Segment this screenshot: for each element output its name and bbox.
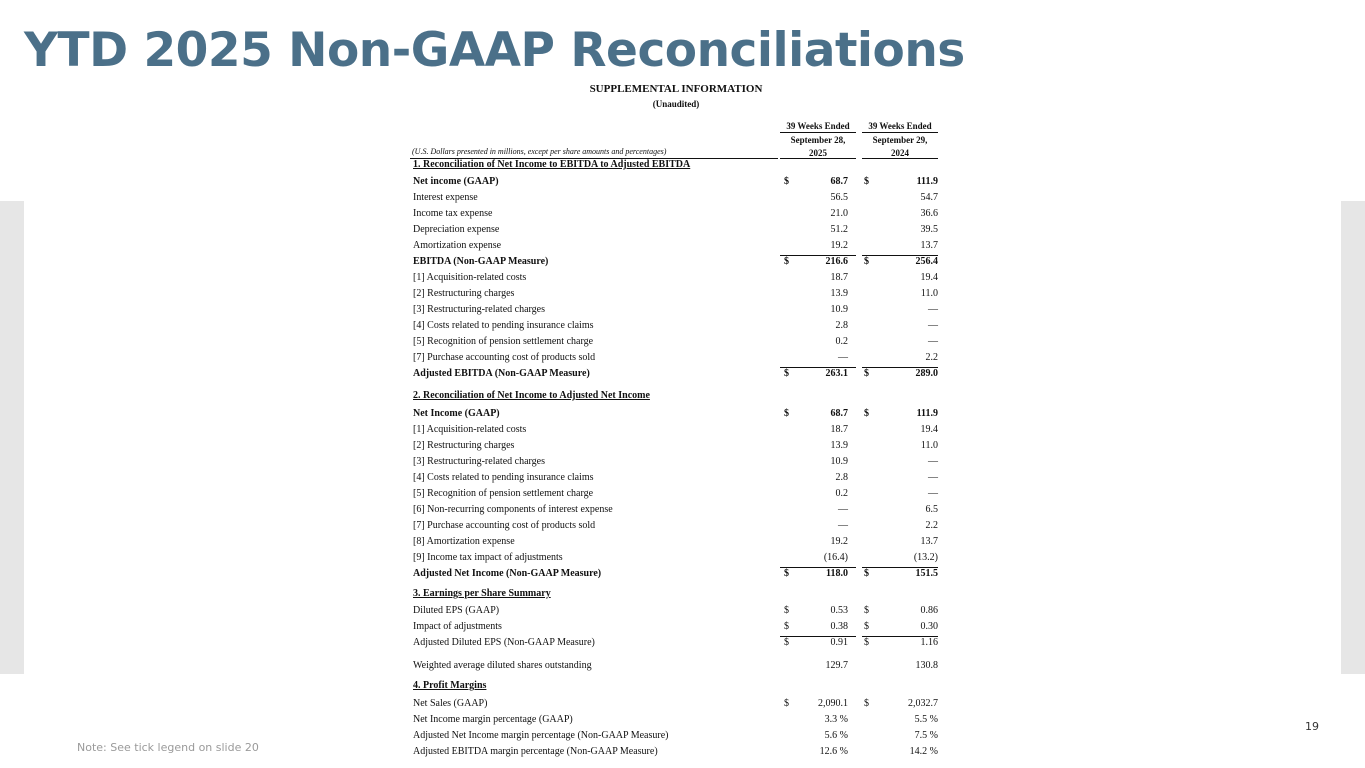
section-heading: 2. Reconciliation of Net Income to Adjusted Net Income: [413, 390, 650, 401]
table-row: [410, 566, 942, 582]
value-2024: 36.6: [920, 208, 938, 219]
table-row: [410, 174, 942, 190]
dollar-sign-2024: $: [864, 176, 869, 187]
row-label: [7] Purchase accounting cost of products sold: [413, 520, 596, 531]
value-2025: 10.9: [830, 456, 848, 467]
value-2025: (16.4): [823, 552, 848, 563]
row-label: [7] Purchase accounting cost of products sold: [413, 352, 596, 363]
right-side-band: [1341, 201, 1365, 674]
value-2025: —: [838, 504, 848, 515]
subtotal-rule: [780, 255, 856, 256]
header-rule: [862, 158, 938, 159]
table-row: [410, 222, 942, 238]
value-2025: 68.7: [830, 176, 848, 187]
table-row: [410, 254, 942, 270]
row-label: [3] Restructuring-related charges: [413, 456, 545, 467]
table-row: [410, 334, 942, 350]
value-2024: 2.2: [925, 520, 938, 531]
column-header-2024: [862, 120, 938, 132]
value-2025: 0.38: [830, 621, 848, 632]
footnote: Note: See tick legend on slide 20: [77, 741, 259, 754]
value-2025: 0.2: [835, 336, 848, 347]
table-row: [410, 534, 942, 550]
column-header-rule: [780, 132, 856, 133]
row-label: [8] Amortization expense: [413, 536, 515, 547]
value-2025: 21.0: [830, 208, 848, 219]
row-label: Amortization expense: [413, 240, 502, 251]
value-2024: —: [928, 456, 938, 467]
subtotal-rule: [862, 636, 938, 637]
table-row: [410, 550, 942, 566]
value-2025: 118.0: [826, 568, 848, 579]
value-2024: 54.7: [920, 192, 938, 203]
subtotal-rule: [780, 367, 856, 368]
row-label: [2] Restructuring charges: [413, 440, 515, 451]
dollar-sign-2025: $: [784, 408, 789, 419]
value-2025: 18.7: [830, 424, 848, 435]
value-2024: 14.2 %: [909, 746, 938, 757]
value-2024: —: [928, 304, 938, 315]
value-2025: 129.7: [825, 660, 848, 671]
value-2025: 3.3 %: [824, 714, 848, 725]
column-2025-line1: 39 Weeks Ended: [786, 121, 850, 131]
value-2025: 10.9: [830, 304, 848, 315]
document-title: SUPPLEMENTAL INFORMATION: [589, 83, 763, 95]
row-label: Impact of adjustments: [413, 621, 502, 632]
table-row: [410, 744, 942, 760]
value-2024: 19.4: [920, 424, 938, 435]
table-row: [410, 470, 942, 486]
value-2024: —: [928, 472, 938, 483]
section-heading: 1. Reconciliation of Net Income to EBITDA to Adjusted EBITDA: [413, 159, 691, 170]
value-2024: 0.86: [920, 605, 938, 616]
table-row: [410, 486, 942, 502]
slide-title: YTD 2025 Non-GAAP Reconciliations: [24, 23, 965, 78]
value-2024: 39.5: [920, 224, 938, 235]
dollar-sign-2024: $: [864, 256, 869, 267]
table-row: [410, 406, 942, 422]
dollar-sign-2025: $: [784, 176, 789, 187]
row-label: [4] Costs related to pending insurance claims: [413, 320, 594, 331]
column-header-2025: [780, 120, 856, 132]
table-row: [410, 366, 942, 382]
value-2025: 5.6 %: [824, 730, 848, 741]
value-2024: 256.4: [915, 256, 938, 267]
value-2025: 19.2: [830, 536, 848, 547]
row-label: Adjusted Diluted EPS (Non-GAAP Measure): [413, 637, 595, 648]
row-label: Income tax expense: [413, 208, 493, 219]
dollar-sign-2024: $: [864, 568, 869, 579]
subtotal-rule: [862, 255, 938, 256]
dollar-sign-2024: $: [864, 408, 869, 419]
document-subtitle: (Unaudited): [652, 99, 700, 109]
value-2024: —: [928, 488, 938, 499]
row-label: Net income (GAAP): [413, 176, 499, 187]
table-row: [410, 518, 942, 534]
subtotal-rule: [780, 636, 856, 637]
value-2025: 56.5: [830, 192, 848, 203]
dollar-sign-2024: $: [864, 605, 869, 616]
table-row: [410, 658, 942, 674]
row-label: Depreciation expense: [413, 224, 500, 235]
row-label: Weighted average diluted shares outstanding: [413, 660, 592, 671]
column-2025-line3: 2025: [809, 148, 827, 158]
table-row: [410, 206, 942, 222]
row-label: Adjusted EBITDA (Non-GAAP Measure): [413, 368, 590, 379]
table-row: [410, 502, 942, 518]
table-row: [410, 635, 942, 651]
row-label: [1] Acquisition-related costs: [413, 272, 527, 283]
column-2025-line2: September 28,: [790, 135, 846, 145]
value-2024: 1.16: [920, 637, 938, 648]
row-label: Net Sales (GAAP): [413, 698, 488, 709]
value-2024: 13.7: [920, 536, 938, 547]
row-label: [5] Recognition of pension settlement charge: [413, 488, 594, 499]
column-2024-line2: September 29,: [872, 135, 928, 145]
page-number: 19: [1305, 720, 1319, 733]
row-label: [3] Restructuring-related charges: [413, 304, 545, 315]
table-row: [410, 603, 942, 619]
row-label: Adjusted Net Income (Non-GAAP Measure): [413, 568, 602, 579]
row-label: [9] Income tax impact of adjustments: [413, 552, 563, 563]
table-row: [410, 422, 942, 438]
table-row: [410, 712, 942, 728]
value-2024: 19.4: [920, 272, 938, 283]
row-label: Net Income (GAAP): [413, 408, 500, 419]
value-2024: 289.0: [915, 368, 938, 379]
table-row: [410, 302, 942, 318]
value-2025: —: [838, 520, 848, 531]
table-row: [410, 286, 942, 302]
value-2024: 151.5: [915, 568, 938, 579]
row-label: Diluted EPS (GAAP): [413, 605, 500, 616]
value-2024: 0.30: [920, 621, 938, 632]
units-note: (U.S. Dollars presented in millions, except per share amounts and percentages): [412, 147, 667, 156]
value-2025: 19.2: [830, 240, 848, 251]
dollar-sign-2024: $: [864, 698, 869, 709]
value-2024: —: [928, 336, 938, 347]
value-2025: 68.7: [830, 408, 848, 419]
dollar-sign-2025: $: [784, 637, 789, 648]
value-2024: 111.9: [916, 176, 938, 187]
column-2024-line1: 39 Weeks Ended: [868, 121, 932, 131]
column-2024-line3: 2024: [891, 148, 909, 158]
table-row: [410, 438, 942, 454]
value-2025: 18.7: [830, 272, 848, 283]
row-label: [6] Non-recurring components of interest expense: [413, 504, 613, 515]
value-2025: 216.6: [825, 256, 848, 267]
value-2024: 6.5: [925, 504, 938, 515]
dollar-sign-2024: $: [864, 637, 869, 648]
table-row: [410, 350, 942, 366]
value-2025: 2.8: [835, 472, 848, 483]
column-header-rule: [862, 132, 938, 133]
dollar-sign-2024: $: [864, 621, 869, 632]
value-2024: 111.9: [916, 408, 938, 419]
value-2025: 2,090.1: [818, 698, 848, 709]
value-2024: 11.0: [920, 440, 938, 451]
table-row: [410, 318, 942, 334]
value-2025: 0.2: [835, 488, 848, 499]
value-2024: 2,032.7: [908, 698, 938, 709]
dollar-sign-2025: $: [784, 568, 789, 579]
table-row: [410, 696, 942, 712]
header-rule: [780, 158, 856, 159]
table-row: [410, 270, 942, 286]
row-label: [1] Acquisition-related costs: [413, 424, 527, 435]
value-2025: 51.2: [830, 224, 848, 235]
dollar-sign-2025: $: [784, 256, 789, 267]
row-label: Adjusted EBITDA margin percentage (Non-GAAP Measure): [413, 746, 658, 757]
value-2025: 13.9: [830, 440, 848, 451]
subtotal-rule: [862, 367, 938, 368]
value-2025: 263.1: [825, 368, 848, 379]
row-label: Adjusted Net Income margin percentage (Non-GAAP Measure): [413, 730, 669, 741]
value-2024: 130.8: [915, 660, 938, 671]
dollar-sign-2025: $: [784, 605, 789, 616]
value-2024: 2.2: [925, 352, 938, 363]
value-2025: —: [838, 352, 848, 363]
value-2024: (13.2): [913, 552, 938, 563]
dollar-sign-2025: $: [784, 698, 789, 709]
row-label: Interest expense: [413, 192, 478, 203]
section-heading: 3. Earnings per Share Summary: [413, 588, 551, 599]
table-row: [410, 190, 942, 206]
value-2024: —: [928, 320, 938, 331]
value-2025: 2.8: [835, 320, 848, 331]
row-label: EBITDA (Non-GAAP Measure): [413, 256, 549, 267]
value-2024: 5.5 %: [914, 714, 938, 725]
value-2025: 12.6 %: [819, 746, 848, 757]
subtotal-rule: [862, 567, 938, 568]
section-heading: 4. Profit Margins: [413, 680, 487, 691]
value-2024: 13.7: [920, 240, 938, 251]
value-2025: 13.9: [830, 288, 848, 299]
dollar-sign-2025: $: [784, 368, 789, 379]
table-row: [410, 728, 942, 744]
row-label: [5] Recognition of pension settlement charge: [413, 336, 594, 347]
table-row: [410, 619, 942, 635]
row-label: Net Income margin percentage (GAAP): [413, 714, 573, 725]
dollar-sign-2025: $: [784, 621, 789, 632]
left-side-band: [0, 201, 24, 674]
value-2025: 0.53: [830, 605, 848, 616]
value-2024: 11.0: [920, 288, 938, 299]
value-2025: 0.91: [830, 637, 848, 648]
value-2024: 7.5 %: [914, 730, 938, 741]
dollar-sign-2024: $: [864, 368, 869, 379]
table-row: [410, 454, 942, 470]
table-row: [410, 238, 942, 254]
subtotal-rule: [780, 567, 856, 568]
row-label: [2] Restructuring charges: [413, 288, 515, 299]
row-label: [4] Costs related to pending insurance claims: [413, 472, 594, 483]
